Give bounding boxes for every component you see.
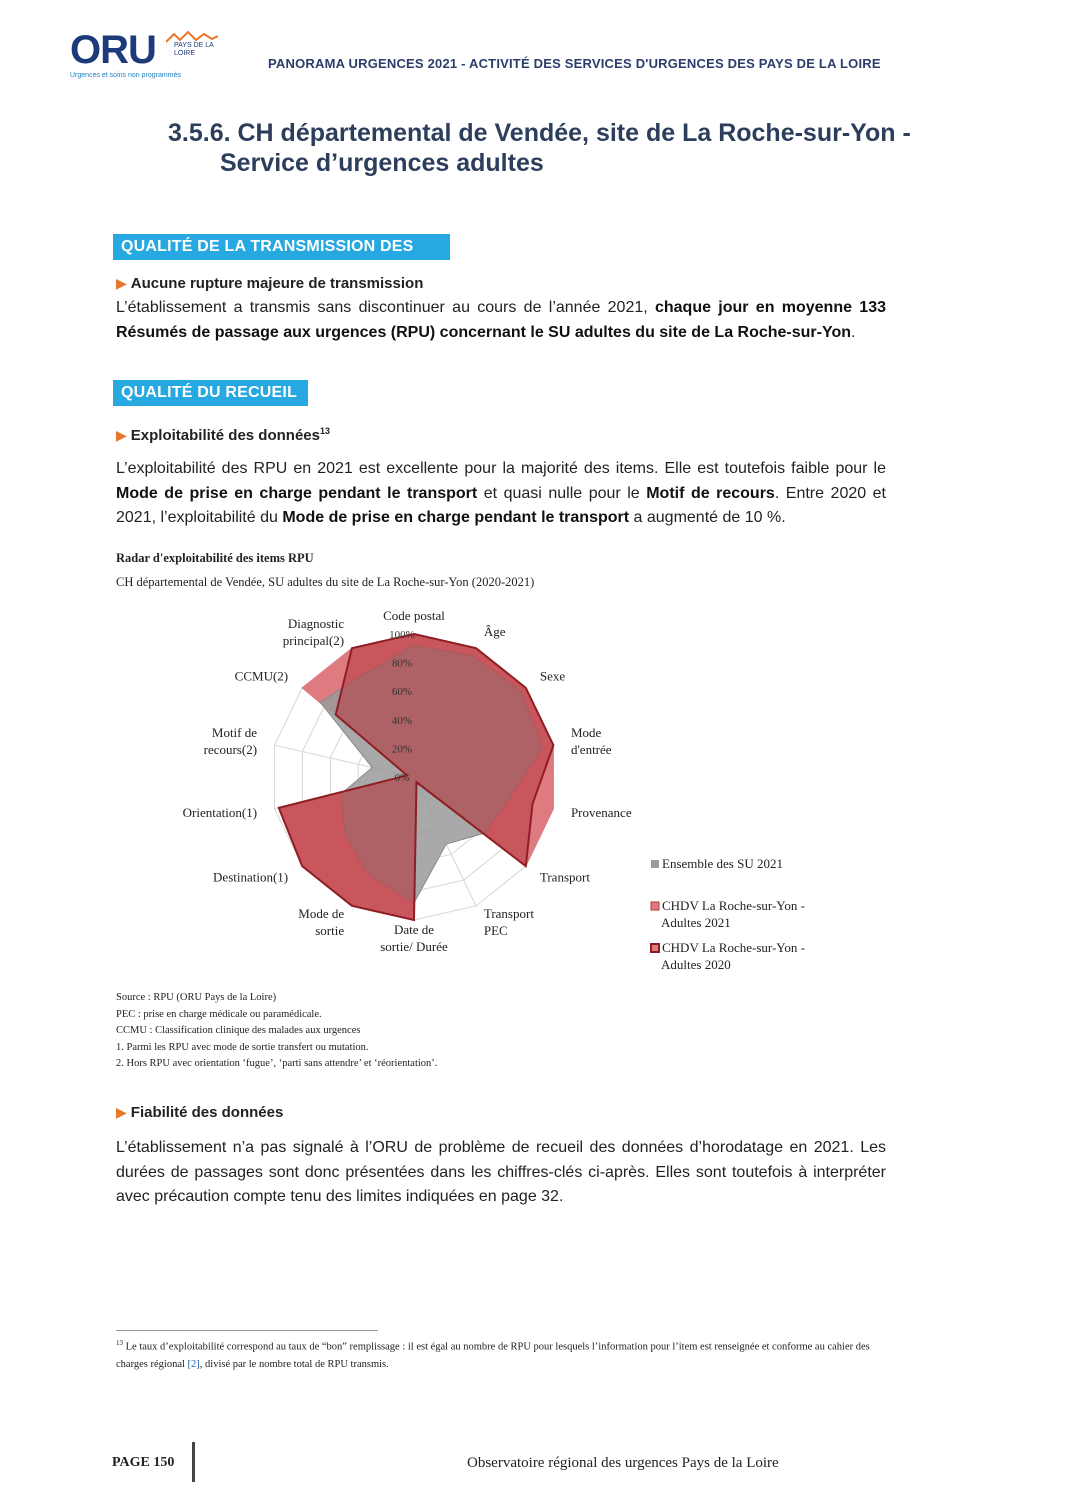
radar-tick-label: 80% — [391, 657, 413, 670]
subhead-exploitabilite-text: Exploitabilité des données — [130, 427, 320, 444]
radar-axis-label: Orientation(1) — [182, 804, 258, 820]
para-bold: chaque jour en moyenne 133 Résumés de passage aux urgences (RPU) concernant le SU adultes du site de La Roche-sur-Yon — [116, 299, 886, 341]
paragraph-exploitabilite — [116, 457, 886, 531]
running-header: PANORAMA URGENCES 2021 - ACTIVITÉ DES SERVICES D'URGENCES DES PAYS DE LA LOIRE — [268, 56, 881, 71]
para-text: et quasi nulle pour le — [477, 484, 647, 502]
subhead-exploitabilite — [116, 426, 330, 444]
legend-swatch-ensemble — [651, 860, 659, 868]
footer-divider — [192, 1442, 195, 1482]
triangle-bullet-icon: ▶ — [116, 427, 127, 443]
para-text: L’exploitabilité des RPU en 2021 est excellente pour la majorité des items. Elle est toutefois faible pour le — [116, 460, 886, 477]
legend-label: CHDV La Roche-sur-Yon -Adultes 2021 — [661, 898, 805, 930]
note-source: Source : RPU (ORU Pays de la Loire) — [116, 992, 277, 1003]
chart-title: Radar d'exploitabilité des items RPU — [116, 551, 314, 565]
section-title-line1: 3.5.6. CH départemental de Vendée, site de La Roche-sur-Yon - — [168, 119, 911, 147]
radar-axis-label: Destination(1) — [213, 869, 289, 885]
radar-axis-label: Mode de sortie — [298, 906, 345, 939]
radar-axis-label: CCMU(2) — [234, 668, 289, 684]
radar-tick-label: 40% — [391, 714, 413, 727]
radar-axis-label: Sexe — [539, 668, 566, 684]
note-pec: PEC : prise en charge médicale ou paramédicale. — [116, 1008, 322, 1020]
chart-notes — [116, 990, 437, 1073]
radar-tick-label: 100% — [389, 629, 415, 641]
radar-axis-label: Date de sortie/ Durée — [380, 922, 448, 954]
radar-axis-label: Diagnostic principal(2) — [282, 615, 345, 648]
page-number: PAGE 150 — [112, 1455, 175, 1470]
radar-axis-label: Transport PEC — [483, 906, 534, 939]
logo-region: PAYS DE LA LOIRE — [174, 42, 214, 57]
radar-axis-label: Provenance — [570, 804, 632, 820]
subhead-fiabilite-text: Fiabilité des données — [130, 1104, 284, 1121]
banner-transmission: QUALITÉ DE LA TRANSMISSION DES RPU — [113, 234, 450, 260]
paragraph-fiabilite: L’établissement n’a pas signalé à l’ORU de problème de recueil des données d’horodatage en 2021. Les durées de passages sont donc présentées dans les chiffres-clés ci-après. Elles sont toutefois à interpréter avec précaution compte tenu des limites indiquées en page 32. — [116, 1139, 886, 1205]
banner-recueil: QUALITÉ DU RECUEIL — [113, 380, 308, 406]
triangle-bullet-icon: ▶ — [116, 1104, 127, 1120]
radar-tick-label: 60% — [391, 686, 413, 699]
radar-axis-label: Transport — [539, 869, 590, 885]
radar-tick-label: 20% — [391, 743, 413, 756]
logo-text: ORU — [70, 28, 156, 72]
para-bold: Motif de recours — [646, 484, 775, 502]
subhead-transmission — [116, 275, 423, 292]
footnote-divider — [116, 1330, 378, 1331]
triangle-bullet-icon: ▶ — [116, 275, 127, 291]
radar-tick-label: 0% — [394, 772, 410, 784]
note-2: 2. Hors RPU avec orientation ‘fugue’, ‘parti sans attendre’ et ‘réorientation’. — [116, 1058, 438, 1069]
radar-axis-label: Mode d'entrée — [570, 725, 612, 758]
para-bold: Mode de prise en charge pendant le transport — [116, 484, 478, 502]
note-ccmu: CCMU : Classification clinique des malades aux urgences — [116, 1025, 361, 1036]
chart-subtitle: CH départemental de Vendée, SU adultes du site de La Roche-sur-Yon (2020-2021) — [116, 575, 535, 589]
note-1: 1. Parmi les RPU avec mode de sortie transfert ou mutation. — [116, 1041, 369, 1053]
footnote-number: 13 — [116, 1339, 123, 1347]
radar-axis-label: Code postal — [383, 608, 445, 623]
legend-label: CHDV La Roche-sur-Yon -Adultes 2020 — [661, 940, 805, 972]
footnote-text: , divisé par le nombre total de RPU transmis. — [199, 1358, 389, 1370]
paragraph-transmission — [116, 296, 886, 345]
footnote-13 — [116, 1335, 886, 1373]
footnote-reference-link[interactable]: [2] — [187, 1358, 200, 1370]
legend-label: Ensemble des SU 2021 — [662, 856, 783, 871]
footnote-text: Le taux d’exploitabilité correspond au taux de “bon” remplissage : il est égal au nombre de RPU pour lesquels l’information pour l’item est renseignée et conforme au cahier des charges régional — [116, 1341, 870, 1370]
para-text: . Entre 2020 et 2021, l’exploitabilité du — [116, 484, 887, 526]
radar-chart — [0, 600, 1080, 985]
logo-tagline: Urgences et soins non programmés — [70, 72, 181, 79]
legend-swatch-2021 — [651, 902, 659, 910]
subhead-fiabilite — [116, 1104, 283, 1121]
para-bold: Mode de prise en charge pendant le transport — [282, 509, 630, 526]
radar-axis-label: Âge — [483, 623, 506, 639]
section-title — [168, 118, 911, 178]
subhead-transmission-text: Aucune rupture majeure de transmission — [130, 275, 424, 292]
para-text: . — [851, 323, 856, 341]
para-text: a augmenté de 10 %. — [629, 509, 786, 526]
footnote-marker: 13 — [320, 426, 331, 436]
para-text: L’établissement a transmis sans discontinuer au cours de l’année 2021, — [116, 299, 655, 316]
oru-logo — [70, 28, 220, 82]
legend-swatch-2020 — [651, 944, 659, 952]
section-title-line2: Service d’urgences adultes — [220, 149, 544, 177]
footer-organization: Observatoire régional des urgences Pays de la Loire — [467, 1455, 779, 1471]
radar-axis-label: Motif de recours(2) — [203, 725, 258, 758]
